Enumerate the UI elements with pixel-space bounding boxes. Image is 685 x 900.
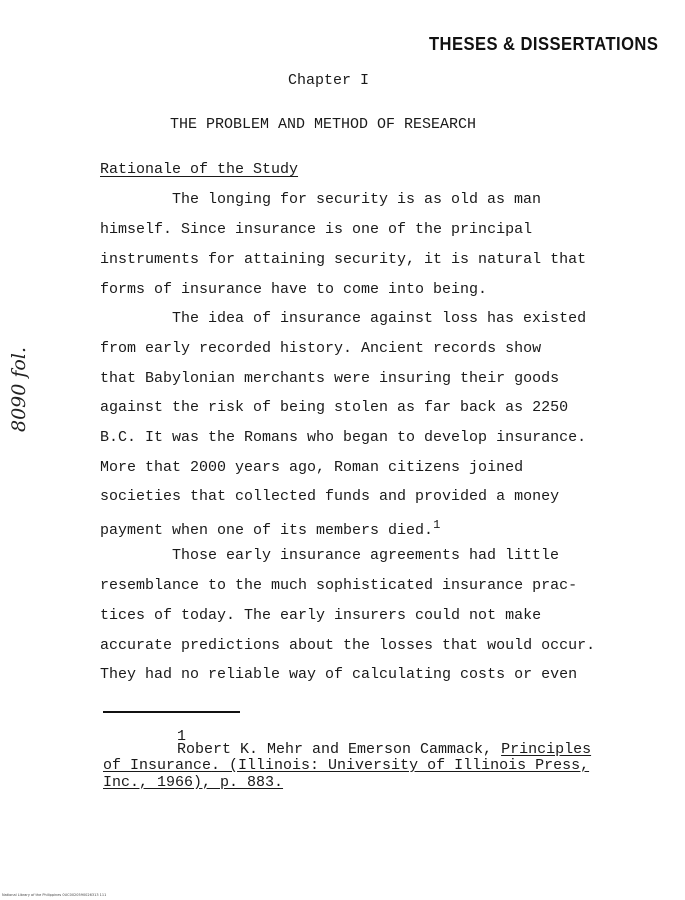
footnote-publisher: . (Illinois: University of Illinois Press,	[211, 757, 590, 774]
body-line: The longing for security is as old as man	[172, 191, 542, 208]
margin-annotation: 8090 fol.	[8, 347, 30, 432]
archive-stamp: THESES & DISSERTATIONS	[428, 34, 658, 54]
footnote-book-title-cont: of Insurance	[103, 757, 212, 774]
footnote-book-title: Principles	[501, 741, 592, 758]
body-line: forms of insurance have to come into being.	[100, 281, 488, 298]
body-line: B.C. It was the Romans who began to develop insurance.	[100, 429, 587, 446]
footnote-line	[103, 757, 589, 774]
body-line: instruments for attaining security, it is natural that	[100, 251, 587, 268]
body-line: They had no reliable way of calculating costs or even	[100, 666, 578, 683]
chapter-label: Chapter I	[288, 72, 370, 89]
body-line-text: payment when one of its members died.	[100, 522, 434, 539]
footnote-line	[103, 774, 283, 791]
body-line: against the risk of being stolen as far back as 2250	[100, 399, 569, 416]
body-line: accurate predictions about the losses that would occur.	[100, 637, 596, 654]
footnote-authors: Robert K. Mehr and Emerson Cammack,	[177, 741, 502, 758]
body-line: The idea of insurance against loss has existed	[172, 310, 587, 327]
footnote-number: 1	[177, 728, 187, 745]
body-line: that Babylonian merchants were insuring their goods	[100, 370, 560, 387]
body-line: Those early insurance agreements had little	[172, 547, 560, 564]
body-line: societies that collected funds and provided a money	[100, 488, 560, 505]
scan-source-label: National Library of the Philippines 0UC0020590026313 111	[2, 893, 107, 897]
footnote-line	[177, 741, 591, 758]
footnote-divider	[103, 711, 240, 713]
body-line: tices of today. The early insurers could not make	[100, 607, 542, 624]
footnote-marker: 1	[433, 518, 441, 532]
footnote-year: Inc., 1966), p. 883.	[103, 774, 284, 791]
body-line: More that 2000 years ago, Roman citizens joined	[100, 459, 524, 476]
chapter-title: THE PROBLEM AND METHOD OF RESEARCH	[170, 116, 477, 133]
section-heading: Rationale of the Study	[100, 161, 299, 178]
body-line: himself. Since insurance is one of the principal	[100, 221, 533, 238]
body-line: resemblance to the much sophisticated insurance prac-	[100, 577, 578, 594]
body-line	[100, 518, 440, 539]
body-line: from early recorded history. Ancient records show	[100, 340, 542, 357]
